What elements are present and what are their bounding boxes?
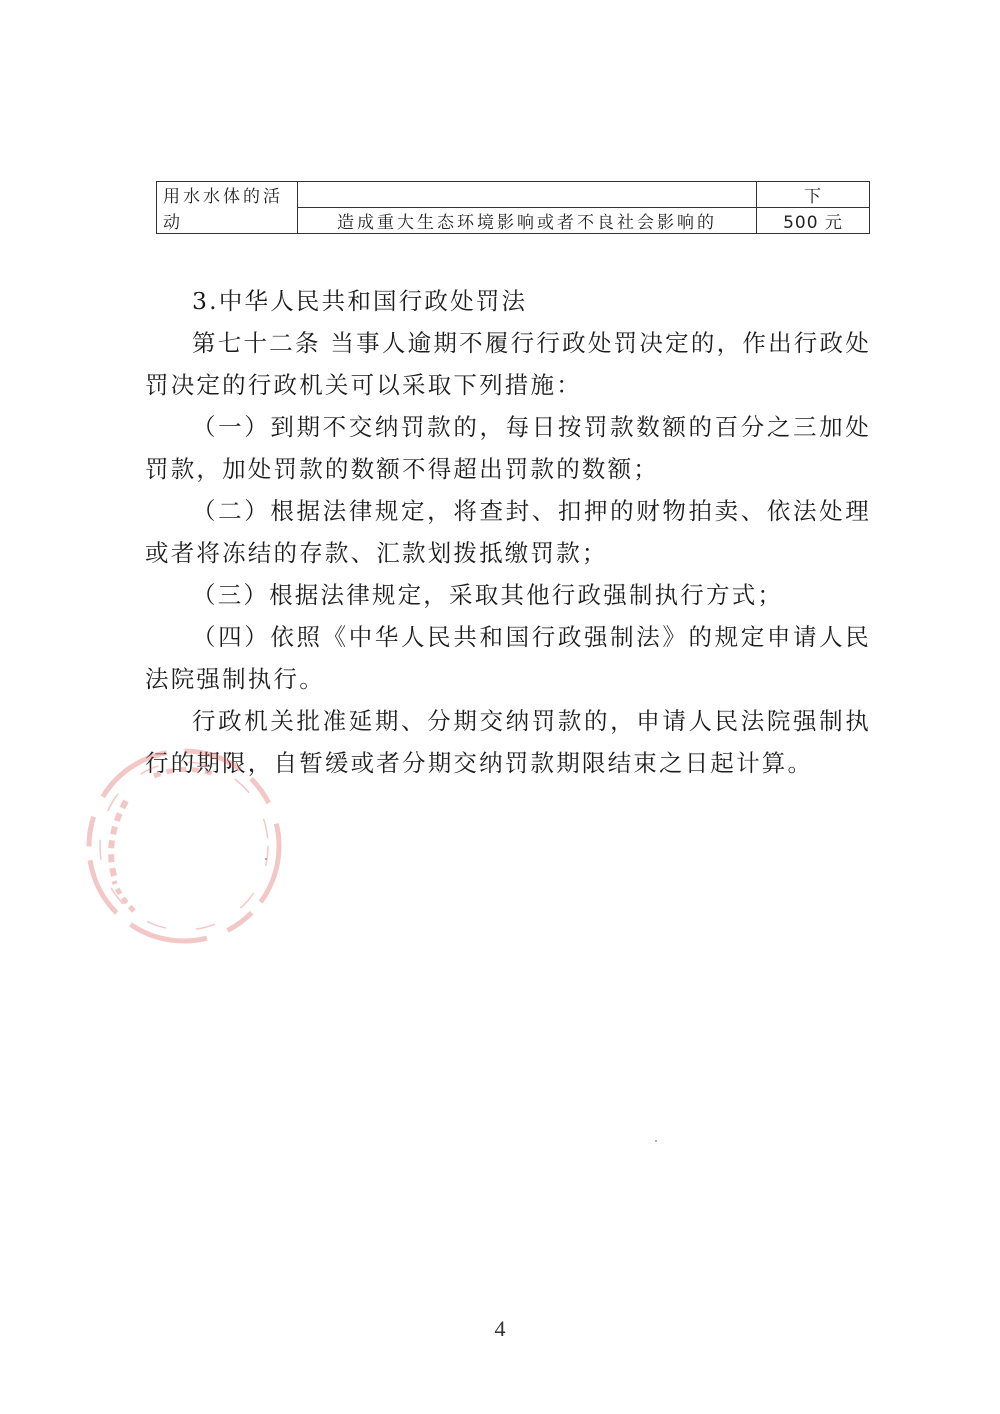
official-seal-icon bbox=[74, 736, 294, 956]
paragraph-item-1: （一）到期不交纳罚款的，每日按罚款数额的百分之三加处罚款，加处罚款的数额不得超出罚款的数额； bbox=[145, 413, 871, 483]
table-cell-circumstance bbox=[298, 182, 757, 208]
paragraph-item-2: （二）根据法律规定，将查封、扣押的财物拍卖、依法处理或者将冻结的存款、汇款划拨抵缴罚款； bbox=[145, 497, 871, 567]
section-title: 3.中华人民共和国行政处罚法 bbox=[192, 287, 528, 315]
table-row bbox=[157, 182, 870, 208]
paragraph-article-72: 第七十二条 当事人逾期不履行行政处罚决定的，作出行政处罚决定的行政机关可以采取下列措施： bbox=[145, 329, 871, 399]
scan-speck bbox=[265, 858, 267, 860]
table-cell-penalty: 下 bbox=[757, 182, 870, 208]
page-number: 4 bbox=[494, 1316, 506, 1341]
scan-speck bbox=[655, 1140, 657, 1142]
table-cell-penalty: 500 元 bbox=[757, 208, 870, 234]
table-row bbox=[157, 208, 870, 234]
table-cell-circumstance: 造成重大生态环境影响或者不良社会影响的 bbox=[298, 208, 757, 234]
table-cell-activity: 动 bbox=[157, 208, 298, 234]
paragraph-item-3: （三）根据法律规定，采取其他行政强制执行方式； bbox=[192, 581, 784, 609]
law-excerpt bbox=[145, 280, 871, 784]
penalty-table-fragment bbox=[156, 181, 870, 234]
paragraph-extension: 行政机关批准延期、分期交纳罚款的，申请人民法院强制执行的期限，自暂缓或者分期交纳罚款期限结束之日起计算。 bbox=[145, 707, 871, 777]
paragraph-item-4: （四）依照《中华人民共和国行政强制法》的规定申请人民法院强制执行。 bbox=[145, 623, 871, 693]
table-cell-activity: 用水水体的活 bbox=[157, 182, 298, 208]
